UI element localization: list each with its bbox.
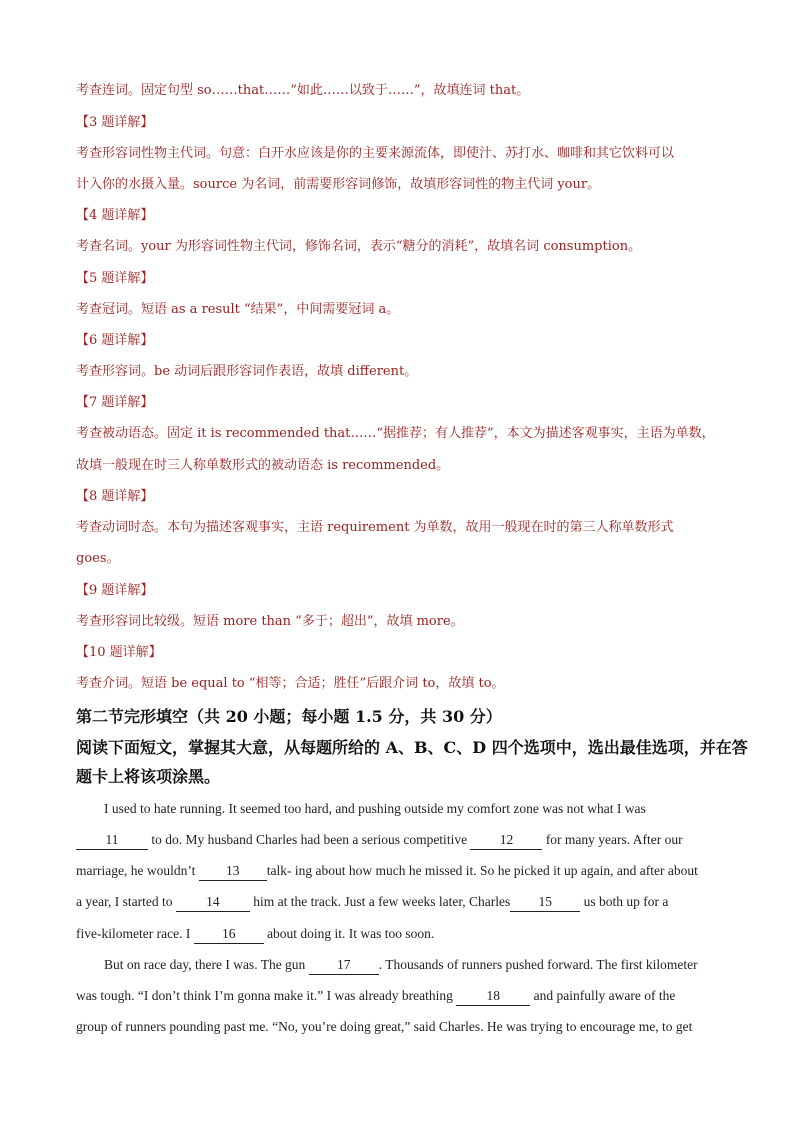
explanation-q8-line-1: 考查动词时态。本句为描述客观事实，主语 requirement 为单数，故用一般现在时的第三人称单数形式 (76, 520, 674, 535)
explanation-q9-line-1: 考查形容词比较级。短语 more than “多于；超出”，故填 more。 (76, 614, 464, 629)
explanation-q7-heading: 【7 题详解】 (76, 395, 154, 410)
passage-text: him at the track. Just a few weeks later, Charles (249, 894, 511, 909)
explanation-q6-heading: 【6 题详解】 (76, 333, 154, 348)
passage-text: But on race day, there I was. The gun (104, 957, 309, 972)
passage-text: a year, I started to (76, 894, 176, 909)
passage-line-6 (104, 956, 698, 975)
explanation-q4-line-1: 考查名词。your 为形容词性物主代词，修饰名词，表示“糖分的消耗”，故填名词 consumption。 (76, 239, 642, 254)
explanation-q7-line-1: 考查被动语态。固定 it is recommended that……“据推荐；有人推荐”，本文为描述客观事实，主语为单数， (76, 426, 715, 441)
blank-15: 15 (510, 893, 580, 912)
passage-line-7 (76, 987, 675, 1006)
explanation-q10-line-1: 考查介词。短语 be equal to “相等；合适；胜任”后跟介词 to，故填 to。 (76, 676, 505, 691)
explanation-q3-line-2: 计入你的水摄入量。source 为名词，前需要形容词修饰，故填形容词性的物主代词 your。 (76, 177, 601, 192)
explanation-q6-line-1: 考查形容词。be 动词后跟形容词作表语，故填 different。 (76, 364, 418, 379)
passage-text: five-kilometer race. I (76, 926, 194, 941)
passage-line-8: group of runners pounding past me. “No, you’re doing great,” said Charles. He was trying to encourage me, to get (76, 1019, 693, 1034)
passage-text: about doing it. It was too soon. (263, 926, 435, 941)
passage-line-5 (76, 925, 434, 944)
passage-text: and painfully aware of the (530, 988, 676, 1003)
passage-text: to do. My husband Charles had been a serious competitive (148, 832, 471, 847)
passage-line-2 (76, 831, 683, 850)
explanation-q9-heading: 【9 题详解】 (76, 583, 154, 598)
section-instruction-line-1: 阅读下面短文，掌握其大意，从每题所给的 A、B、C、D 四个选项中，选出最佳选项，并在答 (76, 738, 748, 757)
explanation-q2-line-1: 考查连词。固定句型 so……that……“如此……以致于……”，故填连词 that。 (76, 83, 530, 98)
blank-14: 14 (176, 893, 250, 912)
explanation-q5-line-1: 考查冠词。短语 as a result “结果”，中间需要冠词 a。 (76, 302, 400, 317)
blank-12: 12 (470, 831, 542, 850)
passage-text: for many years. After our (542, 832, 683, 847)
blank-16: 16 (194, 925, 264, 944)
passage-text: us both up for a (580, 894, 669, 909)
explanation-q7-line-2: 故填一般现在时三人称单数形式的被动语态 is recommended。 (76, 458, 450, 473)
passage-text: . Thousands of runners pushed forward. The first kilometer (378, 957, 698, 972)
section-instruction-line-2: 题卡上将该项涂黑。 (76, 767, 221, 786)
blank-18: 18 (456, 987, 530, 1006)
passage-line-3 (76, 862, 698, 881)
passage-text: marriage, he wouldn’t (76, 863, 199, 878)
explanation-q3-heading: 【3 题详解】 (76, 115, 154, 130)
section-title: 第二节完形填空（共 20 小题；每小题 1.5 分，共 30 分） (76, 707, 502, 726)
explanation-q8-heading: 【8 题详解】 (76, 489, 154, 504)
passage-text: was tough. “I don’t think I’m gonna make it.” I was already breathing (76, 988, 457, 1003)
passage-line-4 (76, 893, 668, 912)
blank-13: 13 (199, 862, 267, 881)
explanation-q10-heading: 【10 题详解】 (76, 645, 162, 660)
passage-line-1: I used to hate running. It seemed too hard, and pushing outside my comfort zone was not what I was (104, 801, 646, 816)
passage-text: talk- ing about how much he missed it. So he picked it up again, and after about (266, 863, 698, 878)
explanation-q3-line-1: 考查形容词性物主代词。句意：白开水应该是你的主要来源流体，即使汁、苏打水、咖啡和其它饮料可以 (76, 146, 675, 161)
blank-11: 11 (76, 831, 148, 850)
blank-17: 17 (309, 956, 379, 975)
explanation-q8-line-2: goes。 (76, 551, 120, 566)
explanation-q5-heading: 【5 题详解】 (76, 271, 154, 286)
explanation-q4-heading: 【4 题详解】 (76, 208, 154, 223)
